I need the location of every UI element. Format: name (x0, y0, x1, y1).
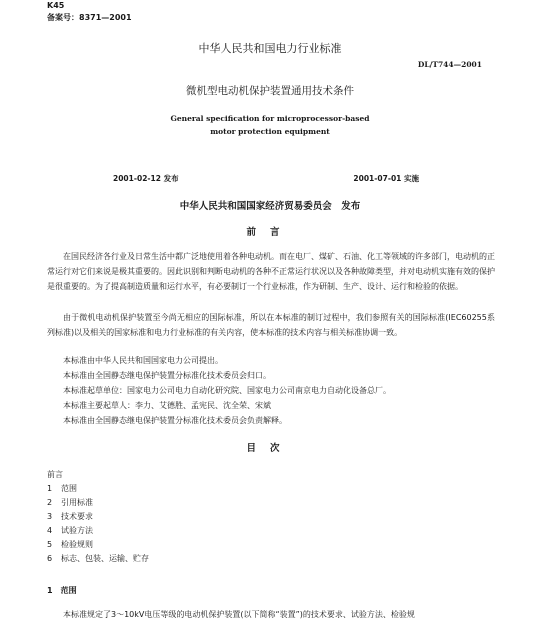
section-1-text: 本标准规定了3～10kV电压等级的电动机保护装置(以下简称“装置”)的技术要求、试验方法、检验规 (63, 610, 415, 619)
foreword-line-drafter: 本标准起草单位：国家电力公司电力自动化研究院、国家电力公司南京电力自动化设备总厂。 (63, 386, 391, 395)
toc-item-marking[interactable]: 6 标志、包装、运输、贮存 (47, 554, 149, 563)
foreword-line-authors: 本标准主要起草人：李力、艾德胜、孟宪民、沈全荣、宋斌 (63, 401, 271, 410)
toc-heading: 目次 (246, 443, 294, 454)
english-title-line-1: General specification for microprocessor-based (170, 114, 370, 123)
toc-item-scope[interactable]: 1 范围 (47, 484, 77, 493)
foreword-paragraph-1: 在国民经济各行业及日常生活中都广泛地使用着各种电动机。而在电厂、煤矿、石油、化工等领域的许多部门，电动机的正常运行对它们来说是极其重要的。因此识别和判断电动机的各种不正常运行状况以及各种故障类型，并对电动机实施有效的保护是很重要的。为了提高制造质量和运行水平，有必要制订一个行业标准，作为研制、生产、设计、运行和检验的依据。 (47, 252, 495, 291)
issuer: 中华人民共和国国家经济贸易委员会 发布 (179, 201, 361, 212)
toc-item-requirements[interactable]: 3 技术要求 (47, 512, 93, 521)
foreword-line-proposer: 本标准由中华人民共和国国家电力公司提出。 (63, 356, 223, 365)
english-title-line-2: motor protection equipment (210, 127, 330, 136)
section-1-title: 1 范围 (47, 586, 77, 595)
toc-item-inspection-rules[interactable]: 5 检验规则 (47, 540, 93, 549)
toc-item-test-methods[interactable]: 4 试验方法 (47, 526, 93, 535)
standard-number: DL/T744—2001 (417, 60, 482, 69)
classification-code: K45 (47, 1, 65, 10)
record-number: 备案号：8371—2001 (47, 13, 132, 22)
toc-item-references[interactable]: 2 引用标准 (47, 498, 93, 507)
document-title: 微机型电动机保护装置通用技术条件 (186, 85, 354, 97)
foreword-paragraph-2: 由于微机电动机保护装置至今尚无相应的国际标准，所以在本标准的制订过程中，我们参照有关的国际标准(IEC60255系列标准)以及相关的国家标准和电力行业标准的有关内容，使本标准的技术内容与相关标准协调一致。 (47, 313, 495, 337)
release-date: 2001-02-12 发布 (113, 174, 179, 183)
toc-item-foreword[interactable] (47, 468, 63, 482)
standard-category: 中华人民共和国电力行业标准 (198, 42, 342, 55)
foreword-line-committee: 本标准由全国静态继电保护装置分标准化技术委员会归口。 (63, 371, 271, 380)
foreword-line-interpretation: 本标准由全国静态继电保护装置分标准化技术委员会负责解释。 (63, 416, 287, 425)
toc-item-label: 前言 (47, 470, 63, 479)
implement-date: 2001-07-01 实施 (353, 174, 419, 183)
foreword-heading: 前言 (246, 227, 294, 238)
